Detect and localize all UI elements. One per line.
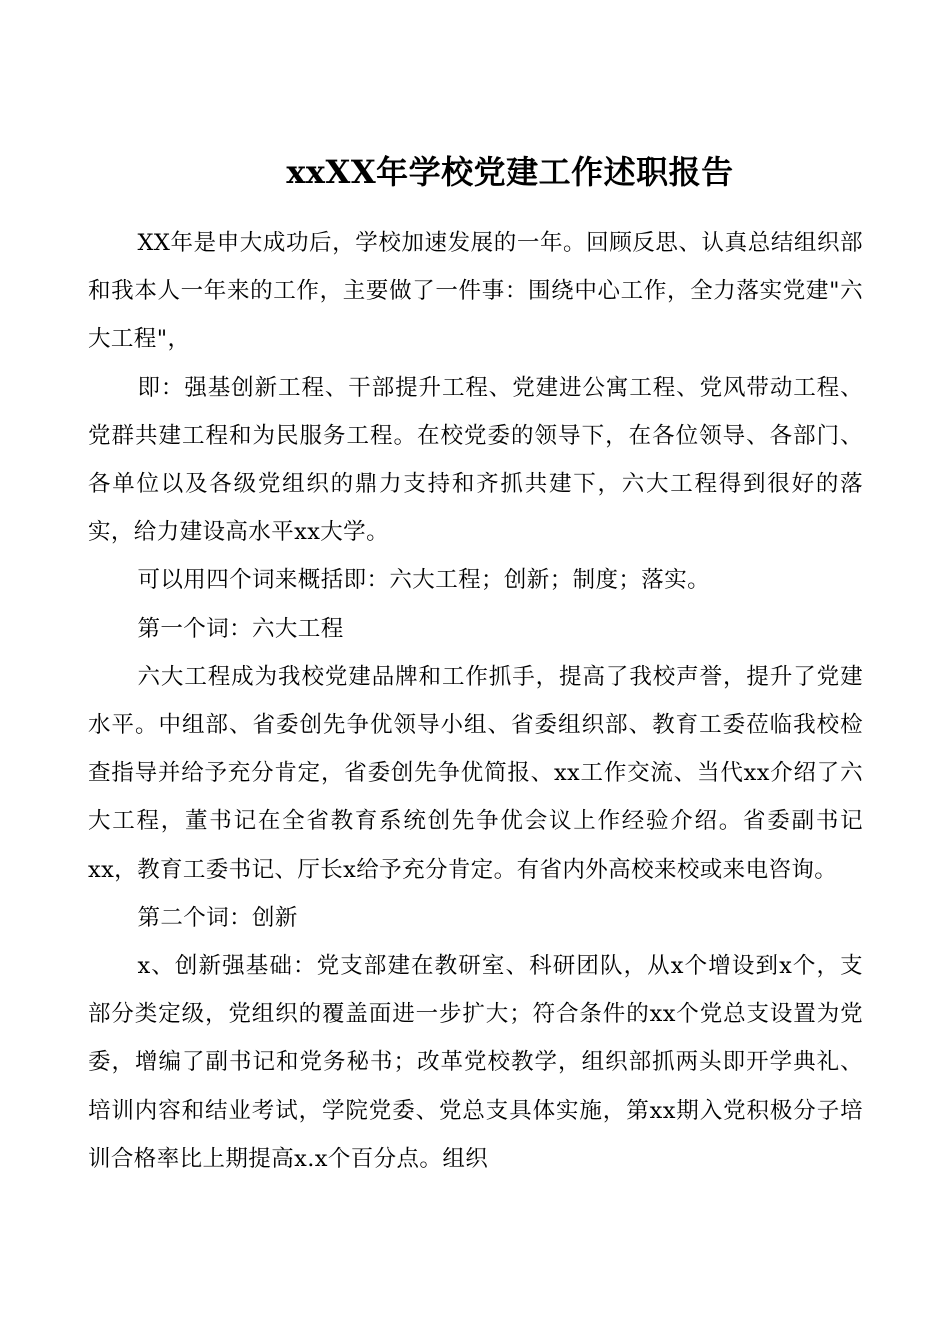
section-heading: 第二个词：创新 — [137, 904, 298, 931]
paragraph: 六大工程成为我校党建品牌和工作抓手，提高了我校声誉，提升了党建水平。中组部、省委创先争优领导小组、省委组织部、教育工委莅临我校检查指导并给予充分肯定，省委创先争优简报、xx工作交流、当代xx介绍了六大工程，董书记在全省教育系统创先争优会议上作经验介绍。省委副书记xx，教育工委书记、厅长x给予充分肯定。有省内外高校来校或来电咨询。 — [88, 663, 863, 883]
document-title: xxXX年学校党建工作述职报告 — [286, 153, 734, 191]
section-heading: 第一个词：六大工程 — [137, 615, 344, 642]
paragraph: 即：强基创新工程、干部提升工程、党建进公寓工程、党风带动工程、党群共建工程和为民服务工程。在校党委的领导下，在各位领导、各部门、各单位以及各级党组织的鼎力支持和齐抓共建下，六大工程得到很好的落实，给力建设高水平xx大学。 — [88, 374, 863, 546]
paragraph: x、创新强基础：党支部建在教研室、科研团队，从x个增设到x个，支部分类定级，党组织的覆盖面进一步扩大；符合条件的xx个党总支设置为党委，增编了副书记和党务秘书；改革党校教学，组织部抓两头即开学典礼、培训内容和结业考试，学院党委、党总支具体实施，第xx期入党积极分子培训合格率比上期提高x.x个百分点。组织 — [88, 953, 863, 1172]
paragraph: 可以用四个词来概括即：六大工程；创新；制度；落实。 — [137, 567, 711, 594]
document-body — [88, 219, 863, 1183]
paragraph: XX年是申大成功后，学校加速发展的一年。回顾反思、认真总结组织部和我本人一年来的工作，主要做了一件事：围绕中心工作，全力落实党建"六大工程"， — [88, 230, 863, 353]
